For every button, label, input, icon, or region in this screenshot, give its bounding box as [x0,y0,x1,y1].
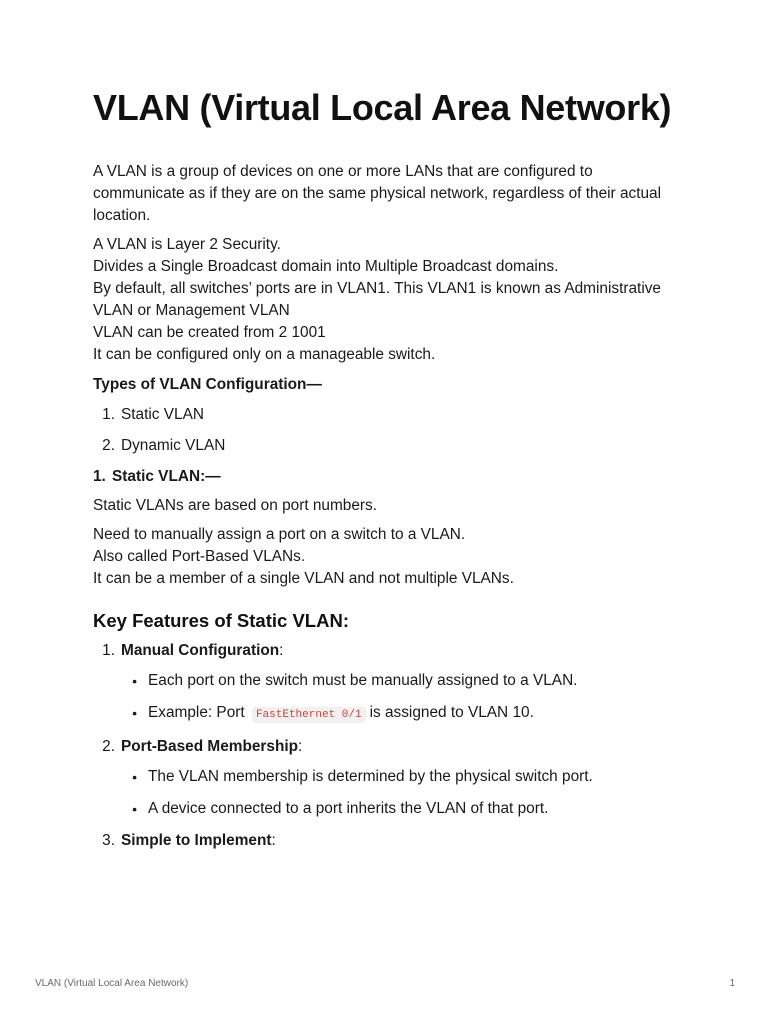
feature-item [93,640,683,662]
list-number: 1. [102,406,115,423]
bullet-text [148,702,534,726]
feature-number: 1. [102,642,115,659]
feature-bullets [93,670,683,726]
page-footer [35,978,735,989]
fact-line: VLAN can be created from 2 1001 [93,324,326,341]
key-features-heading: Key Features of Static VLAN: [93,610,349,631]
static-paragraph: Static VLANs are based on port numbers. [93,497,378,514]
feature-number: 3. [102,832,115,849]
page-title: VLAN (Virtual Local Area Network) [93,87,672,128]
bullet-dot-icon: • [132,705,137,721]
intro-paragraph: A VLAN is a group of devices on one or more LANs that are configured to communicate as if they are on the same physical network, regardless of their actual location. [93,163,662,224]
list-item-label: Dynamic VLAN [121,437,226,454]
feature-colon: : [298,738,303,755]
bullet-item [93,798,683,820]
example-suffix: is assigned to VLAN 10. [369,704,534,721]
page-number: 1 [729,978,735,989]
feature-bullets [93,766,683,820]
document-page [93,86,683,860]
static-details-paragraph [93,524,683,590]
heading-number: 1. [93,468,106,485]
list-number: 2. [102,437,115,454]
bullet-text: The VLAN membership is determined by the physical switch port. [148,768,593,785]
feature-name: Port-Based Membership [121,738,299,755]
feature-name: Manual Configuration [121,642,280,659]
detail-line: It can be a member of a single VLAN and not multiple VLANs. [93,570,514,587]
bullet-text: Each port on the switch must be manually assigned to a VLAN. [148,672,578,689]
bullet-item [93,670,683,692]
bullet-item [93,766,683,788]
bullet-text: A device connected to a port inherits the VLAN of that port. [148,800,549,817]
example-prefix: Example: Port [148,704,245,721]
feature-number: 2. [102,738,115,755]
inline-code: FastEthernet 0/1 [252,707,366,723]
feature-colon: : [279,642,284,659]
features-list [93,640,683,852]
footer-title: VLAN (Virtual Local Area Network) [35,978,189,989]
list-item-label: Static VLAN [121,406,204,423]
fact-line: Divides a Single Broadcast domain into Multiple Broadcast domains. [93,258,559,275]
types-heading: Types of VLAN Configuration— [93,376,322,393]
fact-line: By default, all switches’ ports are in VLAN1. This VLAN1 is known as Administrative VLAN or Management VLAN [93,280,661,319]
feature-item [93,736,683,758]
detail-line: Need to manually assign a port on a switch to a VLAN. [93,526,466,543]
feature-name: Simple to Implement [121,832,272,849]
bullet-item [93,702,683,726]
list-item [93,435,683,457]
fact-line: A VLAN is Layer 2 Security. [93,236,281,253]
detail-line: Also called Port-Based VLANs. [93,548,306,565]
types-list [93,404,683,457]
fact-line: It can be configured only on a manageable switch. [93,346,436,363]
heading-label: Static VLAN:— [112,468,221,485]
static-vlan-heading [93,466,683,488]
bullet-dot-icon: • [132,801,137,817]
bullet-dot-icon: • [132,769,137,785]
feature-item [93,830,683,852]
facts-paragraph [93,234,683,366]
bullet-dot-icon: • [132,673,137,689]
feature-colon: : [271,832,276,849]
list-item [93,404,683,426]
